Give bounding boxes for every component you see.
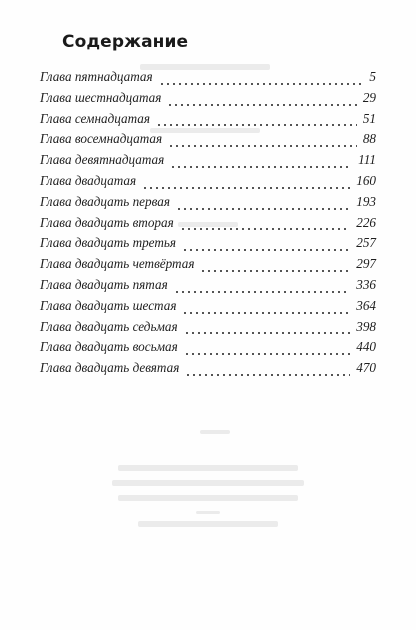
toc-entry-page: 29 xyxy=(362,89,376,105)
toc-entry-page: 160 xyxy=(356,172,376,188)
toc-entry-title: Глава двадцать первая xyxy=(40,193,170,209)
toc-entry-title: Глава девятнадцатая xyxy=(40,152,165,168)
dot-leader xyxy=(185,374,350,376)
toc-entry-title: Глава двадцать восьмая xyxy=(40,339,178,355)
dot-leader xyxy=(184,332,351,334)
dot-leader xyxy=(170,166,352,168)
toc-entry-page: 336 xyxy=(356,276,376,292)
toc-entry xyxy=(40,152,376,173)
dot-leader xyxy=(176,208,350,210)
toc-entry-page: 398 xyxy=(356,318,376,334)
toc-entry-title: Глава семнадцатая xyxy=(40,110,151,126)
dot-leader xyxy=(159,83,364,85)
toc-entry-title: Глава двадцать третья xyxy=(40,235,177,251)
toc-entry xyxy=(40,69,376,90)
toc-entry xyxy=(40,194,376,215)
table-of-contents xyxy=(40,69,376,381)
bleed-through-line xyxy=(138,521,278,527)
toc-entry-title: Глава восемнадцатая xyxy=(40,131,163,147)
toc-entry xyxy=(40,111,376,132)
toc-entry-title: Глава двадцать пятая xyxy=(40,276,168,292)
bleed-through-line xyxy=(112,480,304,486)
toc-entry-title: Глава шестнадцатая xyxy=(40,89,162,105)
toc-entry-page: 51 xyxy=(362,110,376,126)
dot-leader xyxy=(182,249,350,251)
toc-entry-page: 257 xyxy=(356,235,376,251)
dot-leader xyxy=(168,145,357,147)
dot-leader xyxy=(142,187,350,189)
toc-entry-page: 5 xyxy=(369,69,376,84)
toc-entry-title: Глава двадцать вторая xyxy=(40,214,174,230)
bleed-through-line xyxy=(200,430,230,434)
toc-entry xyxy=(40,90,376,111)
toc-entry-title: Глава двадцать четвёртая xyxy=(40,256,195,272)
page-title: Содержание xyxy=(62,32,189,52)
toc-entry-page: 297 xyxy=(356,256,376,272)
toc-entry xyxy=(40,235,376,256)
toc-entry-title: Глава двадцать девятая xyxy=(40,360,180,376)
toc-entry xyxy=(40,256,376,277)
toc-entry-title: Глава двадцать шестая xyxy=(40,297,177,313)
dot-leader xyxy=(156,124,357,126)
toc-entry-page: 226 xyxy=(356,214,376,230)
dot-leader xyxy=(174,291,351,293)
toc-entry xyxy=(40,298,376,319)
bleed-through-line xyxy=(196,511,220,514)
toc-entry xyxy=(40,277,376,298)
toc-entry-title: Глава пятнадцатая xyxy=(40,69,153,84)
bleed-through-line xyxy=(118,495,298,501)
dot-leader xyxy=(180,228,350,230)
bleed-through-line xyxy=(118,465,298,471)
toc-entry-page: 364 xyxy=(356,297,376,313)
dot-leader xyxy=(200,270,350,272)
toc-entry xyxy=(40,173,376,194)
toc-entry-page: 111 xyxy=(358,152,376,168)
toc-entry-title: Глава двадцатая xyxy=(40,172,137,188)
dot-leader xyxy=(182,312,350,314)
toc-entry-title: Глава двадцать седьмая xyxy=(40,318,178,334)
dot-leader xyxy=(184,353,351,355)
toc-entry-page: 470 xyxy=(356,360,376,376)
toc-entry xyxy=(40,339,376,360)
toc-entry-page: 193 xyxy=(356,193,376,209)
toc-entry xyxy=(40,215,376,236)
dot-leader xyxy=(167,104,356,106)
toc-entry xyxy=(40,319,376,340)
toc-entry-page: 88 xyxy=(362,131,376,147)
toc-entry xyxy=(40,360,376,381)
toc-entry-page: 440 xyxy=(356,339,376,355)
toc-entry xyxy=(40,131,376,152)
